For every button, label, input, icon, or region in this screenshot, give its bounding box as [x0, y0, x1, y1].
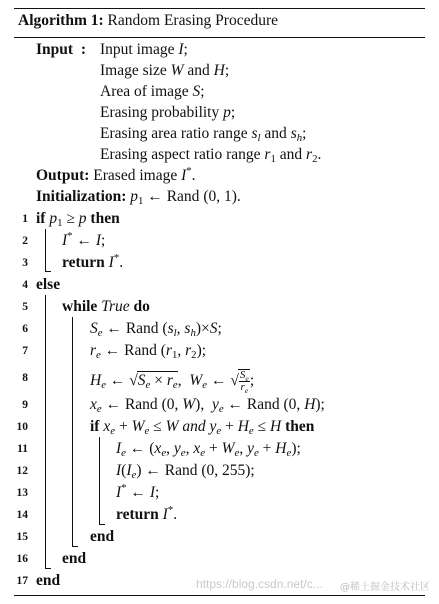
watermark-credit: @稀土掘金技术社区 — [340, 582, 430, 593]
code-line-15: end — [90, 528, 115, 545]
line-number: 16 — [16, 553, 28, 565]
line-number: 8 — [22, 372, 28, 384]
code-line-3: return I*. — [62, 252, 124, 271]
algorithm-name: Random Erasing Procedure — [107, 12, 279, 29]
initialization-line: Initialization: $p_1$ ← Rand (0, 1). — [36, 188, 241, 207]
input-item-1: Input image I; — [100, 41, 188, 58]
code-line-16: end — [62, 550, 87, 567]
while-block-bar — [72, 317, 73, 546]
output-line: Output: Erased image I*. — [36, 165, 196, 184]
watermark-url: https://blog.csdn.net/c... — [196, 577, 323, 591]
code-line-10: if $x_e + W_e \le W$ and $y_e + H_e \le H$ then — [90, 418, 315, 437]
inner-if-block-bar — [99, 437, 100, 524]
line-number: 5 — [22, 301, 28, 313]
line-number: 15 — [16, 531, 28, 543]
line-number: 11 — [17, 443, 28, 455]
code-line-1: if $p_1 \ge p$ then — [36, 210, 120, 229]
else-block-tick — [45, 568, 51, 569]
code-line-14: return I*. — [116, 504, 178, 523]
code-line-5: while True do — [62, 298, 150, 315]
else-block-bar — [45, 295, 46, 568]
title-rule — [14, 37, 425, 38]
line-number: 14 — [16, 509, 28, 521]
code-line-4: else — [36, 276, 61, 293]
line-number: 2 — [22, 235, 28, 247]
input-item-6: Erasing aspect ratio range $r_1$ and $r_2$. — [100, 146, 322, 165]
code-line-17: end — [36, 572, 61, 589]
algorithm-label: Algorithm 1: — [18, 12, 104, 29]
code-line-13: I* ← I; — [116, 482, 160, 501]
code-line-6: $S_e$ ← Rand ($s_l$, $s_h)\times S$; — [90, 320, 222, 339]
line-number: 3 — [22, 257, 28, 269]
line-number: 7 — [22, 345, 28, 357]
code-line-12: $I(I_e)$ ← Rand (0, 255); — [116, 462, 255, 481]
input-item-4: Erasing probability p; — [100, 104, 236, 121]
inner-if-block-tick — [99, 524, 105, 525]
line-number: 1 — [22, 213, 28, 225]
code-line-2: I* ← I; — [62, 230, 106, 249]
line-number: 10 — [16, 421, 28, 433]
line-number: 17 — [16, 575, 28, 587]
line-number: 12 — [16, 465, 28, 477]
code-line-7: $r_e$ ← Rand ($r_1$, $r_2$); — [90, 342, 207, 361]
input-item-5: Erasing area ratio range $s_l$ and $s_h$; — [100, 125, 307, 144]
line-number: 4 — [22, 279, 28, 291]
code-line-8: $H_e$ ← $√S_e \times r_e$, $W_e$ ← √ $\frac{S_e}{r_e}$ ; — [90, 369, 255, 395]
input-label: Input : — [36, 41, 86, 58]
while-block-tick — [72, 546, 78, 547]
if-block-bar — [45, 229, 46, 271]
line-number: 6 — [22, 323, 28, 335]
line-number: 9 — [22, 399, 28, 411]
line-number: 13 — [16, 487, 28, 499]
algorithm-title — [18, 12, 278, 30]
input-item-2: Image size W and H; — [100, 62, 230, 79]
code-line-9: $x_e$ ← Rand (0, W), $y_e$ ← Rand (0, H); — [90, 396, 325, 415]
code-line-11: $I_e$ ← ($x_e$, $y_e$, $x_e + W_e$, $y_e + H_e$); — [116, 440, 301, 459]
if-block-tick — [45, 271, 51, 272]
input-item-3: Area of image S; — [100, 83, 205, 100]
